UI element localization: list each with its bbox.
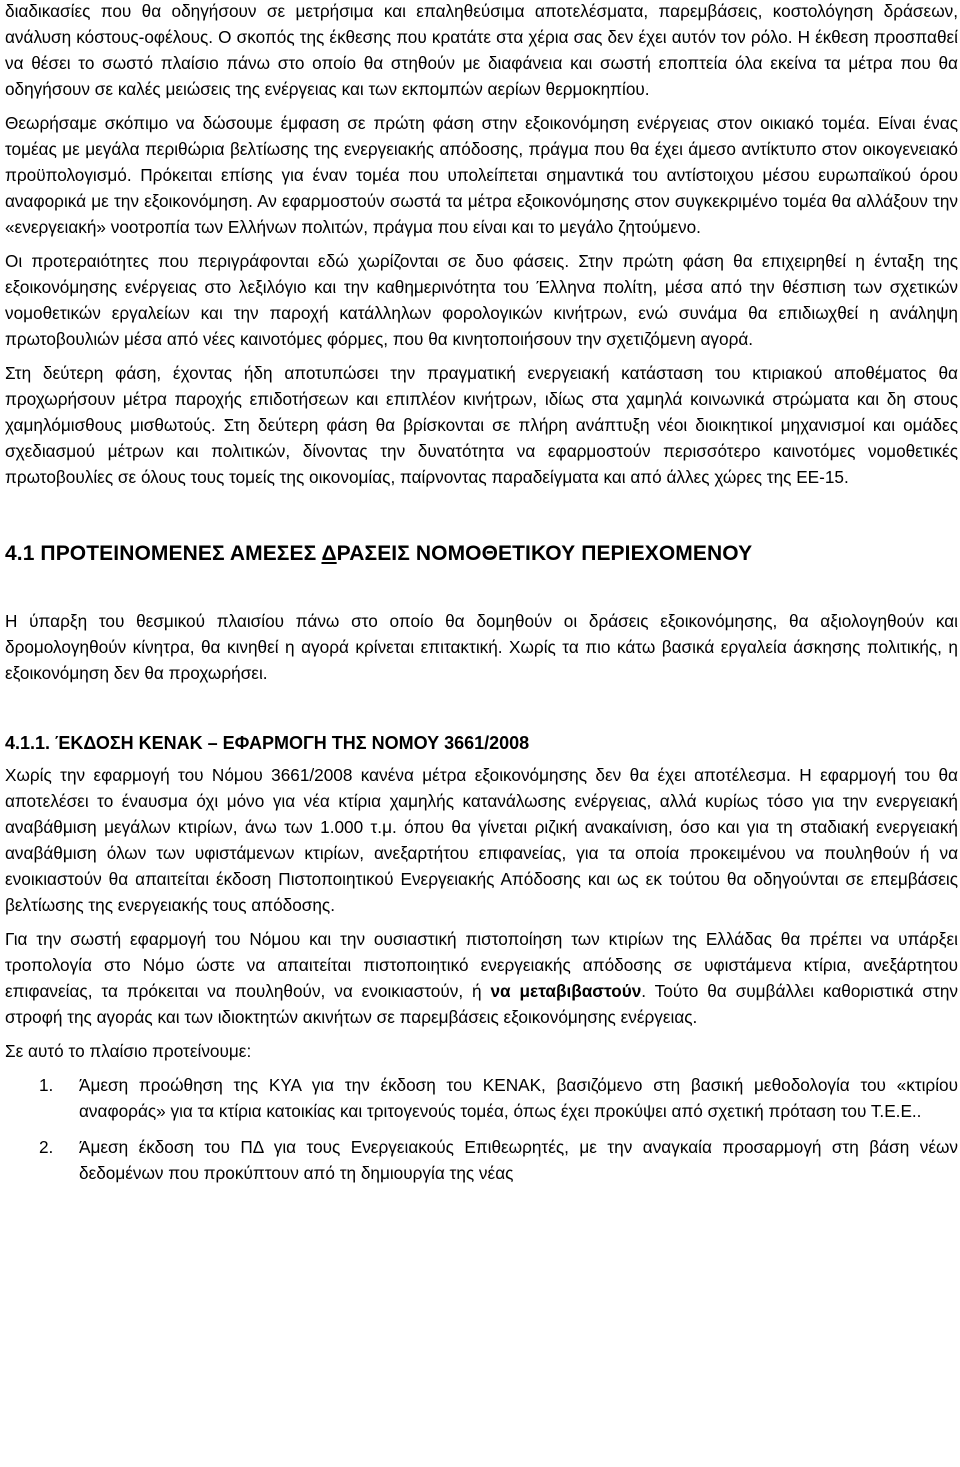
paragraph-household-focus: Θεωρήσαμε σκόπιμο να δώσουμε έμφαση σε πρώτη φάση στην εξοικονόμηση ενέργειας στον οικιακό τομέα. Είναι ένας τομέας με μεγάλα περιθώρια βελτίωσης της ενεργειακής απόδοσης, πράγμα που θα έχει άμεσο αντίκτυπο στον οικογενειακό προϋπολογισμό. Πρόκειται επίσης για έναν τομέα που υπολείπεται σημαντικά του αντίστοιχου μέσου ευρωπαϊκού όρου αναφορικά με την εξοικονόμηση. Αν εφαρμοστούν σωστά τα μέτρα εξοικονόμησης στον συγκεκριμένο τομέα θα αλλάξουν την «ενεργειακή» νοοτροπία των Ελλήνων πολιτών, πράγμα που είναι και το μεγάλο ζητούμενο. xyxy=(5,113,958,237)
paragraph-priorities: Οι προτεραιότητες που περιγράφονται εδώ χωρίζονται σε δυο φάσεις. Στην πρώτη φάση θα επιχειρηθεί η ένταξη της εξοικονόμησης ενέργειας στο λεξιλόγιο και την καθημερινότητα του Έλληνα πολίτη, μέσα από την θέσπιση των σχετικών νομοθετικών εργαλείων και την παροχή κατάλληλων φορολογικών κινήτρων, ενώ συνάμα θα επιδιωχθεί η ανάληψη πρωτοβουλιών μέσα από νέες καινοτόμες φόρμες, που θα κινητοποιήσουν την σχετιζόμενη αγορά. xyxy=(5,251,958,349)
list-item-text: Άμεση έκδοση του ΠΔ για τους Ενεργειακούς Επιθεωρητές, με την αναγκαία προσαρμογή στη βάση νέων δεδομένων που προκύπτουν από τη δημιουργία της νέας xyxy=(79,1137,958,1183)
amendment-text-start: Για την σωστή εφαρμογή του Νόμου και την ουσιαστική πιστοποίηση των κτιρίων της Ελλάδας θα πρέπει να υπάρξει τροπολογία στο Νόμο ώστε να απαιτείται πιστοποιητικό ενεργειακής απόδοσης σε υφιστάμενα κτίρια, ανεξάρτητου επιφανείας, τα πρόκειται να πουληθούν, να ενοικιαστούν, ή xyxy=(5,929,958,1001)
subsection-heading-4-1-1 xyxy=(5,730,958,756)
subheading-text-end: ΟΣΗ ΚΕΝΑΚ – ΕΦΑΡΜΟΓΗ ΤΗΣ ΝΟΜΟΥ 3661/2008 xyxy=(95,733,530,753)
subheading-text-start: 4.1.1. ΈΚ xyxy=(5,733,84,753)
heading-text-start: 4.1 ΠΡΟΤΕΙΝΟΜΕΝΕΣ ΑΜΕΣΕΣ xyxy=(5,542,322,565)
heading-text-end: ΡΑΣΕΙΣ ΝΟΜΟΘΕΤΙΚΟΥ ΠΕΡΙΕΧΟΜΕΝΟΥ xyxy=(336,542,753,565)
amendment-bold-text: να μεταβιβαστούν xyxy=(490,981,642,1001)
list-item-text: Άμεση προώθηση της ΚΥΑ για την έκδοση του ΚΕΝΑΚ, βασιζόμενο στη βασική μεθοδολογία του «κτιρίου αναφοράς» για τα κτίρια κατοικίας και τριτογενούς τομέα, όπως έχει προκύψει από σχετική πρόταση του Τ.Ε.Ε.. xyxy=(79,1075,958,1121)
proposal-list xyxy=(5,1072,958,1186)
list-item-number: 1. xyxy=(39,1075,54,1095)
paragraph-law-application: Χωρίς την εφαρμογή του Νόμου 3661/2008 κανένα μέτρα εξοικονόμησης δεν θα έχει αποτέλεσμα. Η εφαρμογή του θα αποτελέσει το έναυσμα όχι μόνο για νέα κτίρια χαμηλής κατανάλωσης ενέργειας, αλλά κυρίως τόσο για την ενεργειακή αναβάθμιση μεγάλων κτιρίων, άνω των 1.000 τ.μ. όπου θα γίνεται ριζική ανακαίνιση, όσο και για τη σταδιακή ενεργειακή αναβάθμιση όλων των υφιστάμενων κτιρίων, ανεξαρτήτου επιφανείας, για τα οποία προκειμένου να πουληθούν ή να ενοικιαστούν θα απαιτείται έκδοση Πιστοποιητικού Ενεργειακής Απόδοσης και ως εκ τούτου θα οδηγούνται σε επεμβάσεις βελτίωσης της ενεργειακής τους απόδοσης. xyxy=(5,765,958,915)
paragraph-second-phase: Στη δεύτερη φάση, έχοντας ήδη αποτυπώσει την πραγματική ενεργειακή κατάσταση του κτιριακού αποθέματος θα προχωρήσουν μέτρα παροχής επιδοτήσεων και επιπλέον κινήτρων, ιδίως στα χαμηλά κοινωνικά στρώματα και δη στους χαμηλόμισθους μισθωτούς. Στη δεύτερη φάση θα βρίσκονται σε πλήρη ανάπτυξη νέοι διοικητικοί μηχανισμοί και ομάδες σχεδιασμού μέτρων και πολιτικών, δίνοντας την δυνατότητα να εφαρμοστούν περισσότερο καινοτόμες νομοθετικές πρωτοβουλίες σε όλους τους τομείς της οικονομίας, παίρνοντας παραδείγματα και από άλλες χώρες της ΕΕ-15. xyxy=(5,363,958,487)
paragraph-proposals-intro: Σε αυτό το πλαίσιο προτείνουμε: xyxy=(5,1041,252,1061)
paragraph-amendment xyxy=(5,926,958,1030)
amendment-text-end: . Τούτο θα συμβάλλει καθοριστικά στην στροφή της αγοράς και των ιδιοκτητών ακινήτων σε παρεμβάσεις εξοικονόμησης ενέργειας. xyxy=(5,981,958,1027)
section-heading-4-1 xyxy=(5,540,958,568)
list-item xyxy=(5,1072,958,1124)
heading-text-underlined: Δ xyxy=(321,542,337,565)
list-item-number: 2. xyxy=(39,1137,54,1157)
list-item xyxy=(5,1134,958,1186)
paragraph-institutional-framework: Η ύπαρξη του θεσμικού πλαισίου πάνω στο οποίο θα δομηθούν οι δράσεις εξοικονόμησης, θα αξιολογηθούν και δρομολογηθούν κίνητρα, θα κινηθεί η αγορά κρίνεται επιτακτική. Χωρίς τα πιο κάτω βασικά εργαλεία άσκησης πολιτικής, η εξοικονόμηση δεν θα προχωρήσει. xyxy=(5,611,958,683)
subheading-text-delta: Δ xyxy=(83,733,96,753)
paragraph-intro: διαδικασίες που θα οδηγήσουν σε μετρήσιμα και επαληθεύσιμα αποτελέσματα, παρεμβάσεις, κοστολόγηση δράσεων, ανάλυση κόστους-οφέλους. Ο σκοπός της έκθεσης που κρατάτε στα χέρια σας δεν έχει αυτόν τον ρόλο. Η έκθεση προσπαθεί να θέσει το σωστό πλαίσιο πάνω στο οποίο θα στηθούν με διαφάνεια και σωστή εποπτεία όλα εκείνα τα μέτρα που θα οδηγήσουν σε καλές μειώσεις της ενέργειας και των εκπομπών αερίων θερμοκηπίου. xyxy=(5,1,958,99)
